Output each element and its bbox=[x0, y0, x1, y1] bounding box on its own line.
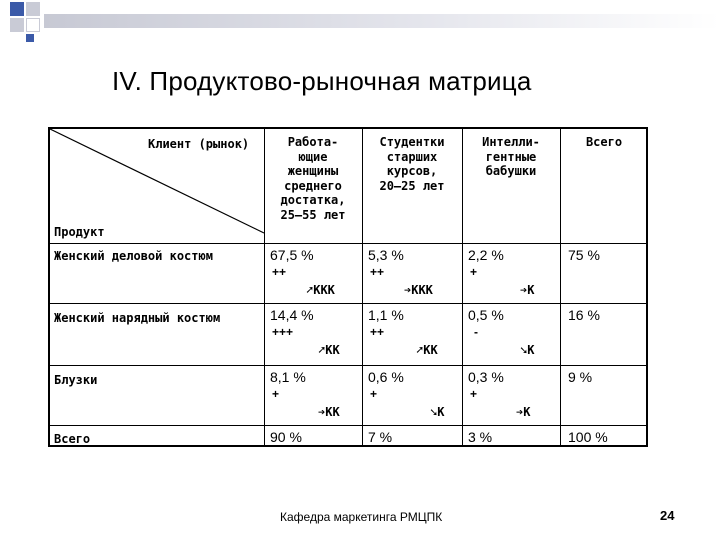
cell-mark: ++ bbox=[272, 265, 287, 279]
cell-mark: ++ bbox=[370, 265, 385, 279]
corner-decoration-grey bbox=[26, 2, 40, 16]
column-header-working-women: Работа- ющие женщины среднего достатка, 25–55 лет bbox=[280, 135, 346, 222]
cell-value: 67,5 % bbox=[270, 247, 314, 263]
cell-value: 2,2 % bbox=[468, 247, 504, 263]
cell-trend: ➘К bbox=[430, 405, 445, 419]
corner-label-product: Продукт bbox=[54, 225, 105, 239]
cell-trend: ➔К bbox=[520, 283, 535, 297]
column-header-students: Студентки старших курсов, 20–25 лет bbox=[379, 135, 445, 193]
cell-value: 14,4 % bbox=[270, 307, 314, 323]
cell-total: 9 % bbox=[568, 369, 593, 385]
page-number: 24 bbox=[660, 508, 675, 523]
cell-mark: ++ bbox=[370, 325, 385, 339]
row-divider bbox=[50, 243, 646, 244]
total-value: 90 % bbox=[270, 429, 302, 445]
slide-footer: Кафедра маркетинга РМЦПК bbox=[280, 510, 443, 524]
corner-decoration-grey-2 bbox=[10, 18, 24, 32]
corner-label-client: Клиент (рынок) bbox=[148, 137, 250, 151]
header-bar bbox=[44, 14, 720, 28]
column-header-grandmothers: Интелли- гентные бабушки bbox=[482, 135, 540, 178]
cell-trend: ➚КК bbox=[416, 343, 438, 357]
cell-value: 0,6 % bbox=[368, 369, 404, 385]
cell-trend: ➔ККК bbox=[404, 283, 433, 297]
cell-value: 0,3 % bbox=[468, 369, 504, 385]
cell-mark: + bbox=[470, 387, 478, 401]
row-divider bbox=[50, 425, 646, 426]
cell-trend: ➚ККК bbox=[306, 283, 335, 297]
cell-trend: ➔КК bbox=[318, 405, 340, 419]
total-value: 100 % bbox=[568, 429, 608, 445]
total-value: 3 % bbox=[468, 429, 493, 445]
cell-trend: ➔К bbox=[516, 405, 531, 419]
column-header-total: Всего bbox=[585, 135, 623, 149]
corner-decoration-outline bbox=[26, 18, 40, 32]
cell-trend: ➚КК bbox=[318, 343, 340, 357]
cell-value: 5,3 % bbox=[368, 247, 404, 263]
column-divider bbox=[560, 129, 561, 445]
cell-value: 8,1 % bbox=[270, 369, 306, 385]
row-label-business-suit: Женский деловой костюм bbox=[54, 249, 213, 263]
row-label-evening-suit: Женский нарядный костюм bbox=[54, 311, 221, 325]
cell-mark: - bbox=[474, 325, 478, 339]
cell-value: 1,1 % bbox=[368, 307, 404, 323]
row-label-blouses: Блузки bbox=[54, 373, 98, 387]
total-value: 7 % bbox=[368, 429, 393, 445]
cell-mark: + bbox=[470, 265, 478, 279]
cell-mark: + bbox=[370, 387, 378, 401]
slide-title: IV. Продуктово-рыночная матрица bbox=[112, 66, 532, 96]
corner-decoration-blue-2 bbox=[26, 34, 34, 42]
cell-mark: + bbox=[272, 387, 280, 401]
cell-mark: +++ bbox=[272, 325, 294, 339]
cell-total: 75 % bbox=[568, 247, 600, 263]
cell-value: 0,5 % bbox=[468, 307, 504, 323]
row-label-total: Всего bbox=[54, 432, 91, 446]
row-divider bbox=[50, 365, 646, 366]
row-divider bbox=[50, 303, 646, 304]
corner-decoration-blue bbox=[10, 2, 24, 16]
product-market-matrix bbox=[48, 127, 648, 447]
cell-trend: ➘К bbox=[520, 343, 535, 357]
cell-total: 16 % bbox=[568, 307, 600, 323]
